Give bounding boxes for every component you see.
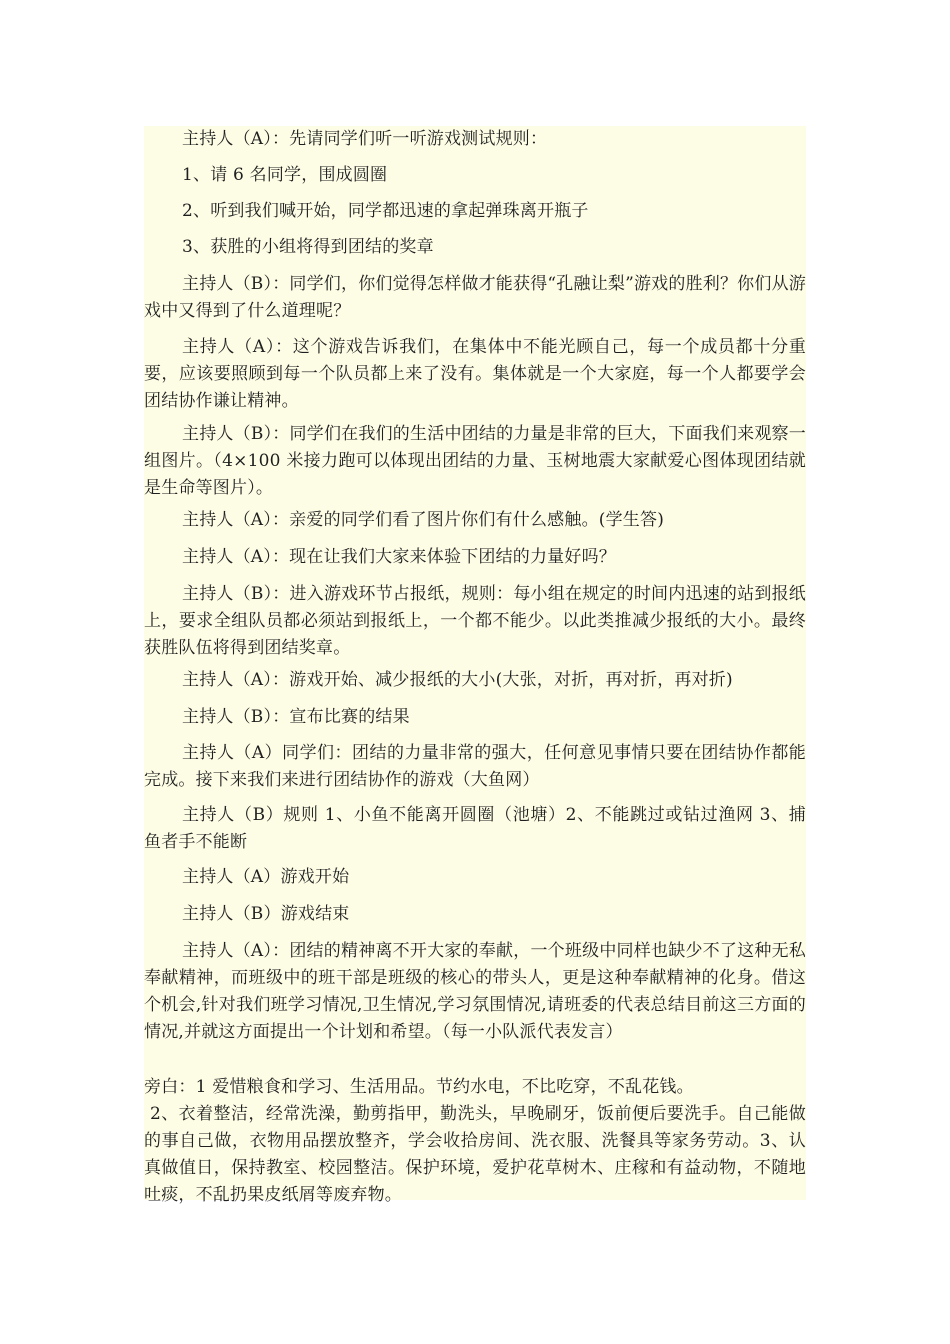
document-body	[144, 126, 806, 1205]
paragraph-host-b-fish-net-rules: 主持人（B）规则 1、小鱼不能离开圆圈（池塘）2、不能跳过或钻过渔网 3、捕鱼者手不能断	[144, 805, 806, 852]
paragraph-narration-2-3: 2、衣着整洁，经常洗澡，勤剪指甲，勤洗头，早晚刷牙，饭前便后要洗手。自己能做的事自己做，衣物用品摆放整齐，学会收拾房间、洗衣服、洗餐具等家务劳动。3、认真做值日，保持教室、校园整洁。保护环境，爱护花草树木、庄稼和有益动物，不随地吐痰，不乱扔果皮纸屑等废弃物。	[144, 1104, 806, 1205]
paragraph-rule-3: 3、获胜的小组将得到团结的奖章	[182, 237, 434, 257]
paragraph-host-a-game-begin: 主持人（A）游戏开始	[182, 867, 350, 887]
paragraph-host-b-game-end: 主持人（B）游戏结束	[182, 904, 350, 924]
paragraph-host-a-feelings: 主持人（A）：亲爱的同学们看了图片你们有什么感触。(学生答)	[182, 510, 665, 530]
paragraph-host-a-dedication: 主持人（A）：团结的精神离不开大家的奉献，一个班级中同样也缺少不了这种无私奉献精神，而班级中的班干部是班级的核心的带头人，更是这种奉献精神的化身。借这个机会,针对我们班学习情况,卫生情况,学习氛围情况,请班委的代表总结目前这三方面的情况,并就这方面提出一个计划和希望。（每一小队派代表发言）	[144, 941, 806, 1042]
paragraph-host-a-game-start: 主持人（A）：游戏开始、减少报纸的大小(大张，对折，再对折，再对折)	[182, 670, 733, 690]
paragraph-host-a-lesson: 主持人（A）：这个游戏告诉我们，在集体中不能光顾自己，每一个成员都十分重要，应该要照顾到每一个队员都上来了没有。集体就是一个大家庭，每一个人都要学会团结协作谦让精神。	[144, 337, 806, 411]
paragraph-host-b-newspaper-game: 主持人（B）：进入游戏环节占报纸，规则：每小组在规定的时间内迅速的站到报纸上，要求全组队员都必须站到报纸上，一个都不能少。以此类推减少报纸的大小。最终获胜队伍将得到团结奖章。	[144, 584, 806, 658]
paragraph-rule-2: 2、听到我们喊开始，同学都迅速的拿起弹珠离开瓶子	[182, 201, 589, 221]
paragraph-host-b-results: 主持人（B）：宣布比赛的结果	[182, 707, 410, 727]
paragraph-host-b-pictures: 主持人（B）：同学们在我们的生活中团结的力量是非常的巨大，下面我们来观察一组图片。（4×100 米接力跑可以体现出团结的力量、玉树地震大家献爱心图体现团结就是生命等图片）。	[144, 424, 806, 498]
paragraph-rule-1: 1、请 6 名同学，围成圆圈	[182, 165, 388, 185]
paragraph-host-a-teamwork: 主持人（A）同学们：团结的力量非常的强大，任何意见事情只要在团结协作都能完成。接下来我们来进行团结协作的游戏（大鱼网）	[144, 743, 806, 790]
paragraph-narration-1: 旁白：1 爱惜粮食和学习、生活用品。节约水电，不比吃穿，不乱花钱。	[144, 1077, 694, 1097]
paragraph-host-a-rules-intro: 主持人（A）：先请同学们听一听游戏测试规则：	[182, 129, 548, 149]
paragraph-host-b-question: 主持人（B）：同学们，你们觉得怎样做才能获得“孔融让梨”游戏的胜利？你们从游戏中又得到了什么道理呢？	[144, 274, 806, 321]
paragraph-host-a-experience: 主持人（A）：现在让我们大家来体验下团结的力量好吗？	[182, 547, 616, 567]
